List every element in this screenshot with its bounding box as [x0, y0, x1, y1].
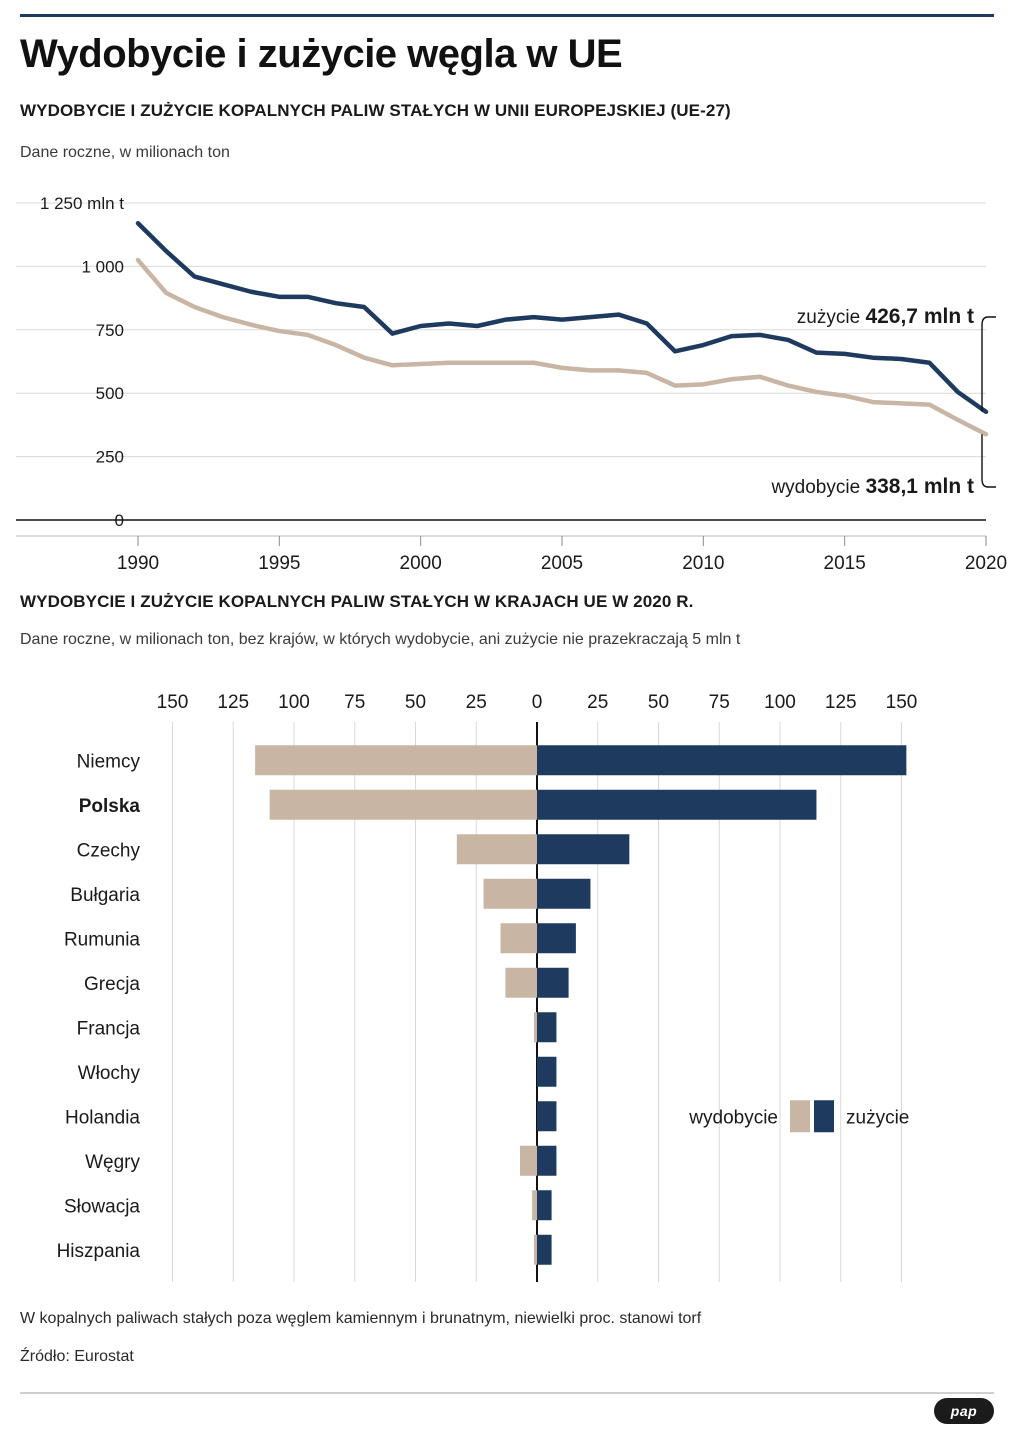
line-chart: [0, 175, 1014, 575]
bar-production: [505, 968, 537, 998]
legend-label-consumption: zużycie: [846, 1107, 910, 1129]
bar-consumption: [537, 1190, 552, 1220]
bar-production: [484, 879, 537, 909]
bar-category-label: Włochy: [77, 1062, 140, 1084]
x-axis-tick-label: 75: [344, 692, 366, 713]
callout-consumption: zużycie 426,7 mln t: [796, 305, 974, 328]
x-axis-tick-label: 75: [708, 692, 730, 713]
x-axis-tick-label: 2015: [823, 553, 866, 574]
bar-consumption: [537, 1146, 556, 1176]
footnote-methodology: W kopalnych paliwach stałych poza węglem kamiennym i brunatnym, niewielki proc. stanowi torf: [20, 1310, 702, 1327]
x-axis-tick-label: 50: [647, 692, 670, 713]
x-axis-tick-label: 25: [587, 692, 609, 713]
line-series-production: [138, 260, 986, 434]
bar-production: [532, 1190, 537, 1220]
bar-consumption: [537, 879, 590, 909]
bar-category-label: Francja: [76, 1018, 140, 1040]
bar-consumption: [537, 834, 629, 864]
bar-production: [457, 834, 537, 864]
legend-swatch-production: [790, 1100, 810, 1132]
section1-note: Dane roczne, w milionach ton: [20, 144, 230, 161]
bar-consumption: [537, 1101, 556, 1131]
bar-production: [255, 745, 537, 775]
bar-chart: [0, 660, 1014, 1290]
bar-category-label: Niemcy: [76, 751, 140, 773]
footnote-source: Źródło: Eurostat: [20, 1348, 134, 1365]
top-divider: [20, 14, 994, 17]
x-axis-tick-label: 1990: [116, 553, 160, 574]
x-axis-tick-label: 2010: [682, 553, 725, 574]
x-axis-tick-label: 2005: [540, 553, 584, 574]
callout-production: wydobycie 338,1 mln t: [771, 475, 974, 498]
legend-label-production: wydobycie: [689, 1107, 778, 1129]
bar-consumption: [537, 1012, 556, 1042]
bar-production: [534, 1012, 537, 1042]
x-axis-tick-label: 100: [278, 692, 310, 713]
bar-category-label: Polska: [78, 795, 140, 817]
bottom-divider: [20, 1392, 994, 1394]
y-axis-tick-label: 750: [95, 320, 124, 340]
bar-category-label: Bułgaria: [70, 884, 140, 906]
y-axis-tick-label: 250: [95, 447, 124, 467]
section2-subtitle: WYDOBYCIE I ZUŻYCIE KOPALNYCH PALIW STAŁYCH W KRAJACH UE W 2020 R.: [20, 592, 694, 611]
x-axis-tick-label: 2020: [964, 553, 1008, 574]
bar-production: [520, 1146, 537, 1176]
bar-production: [501, 923, 537, 953]
y-axis-tick-label: 1 250 mln t: [39, 194, 124, 213]
section1-subtitle: WYDOBYCIE I ZUŻYCIE KOPALNYCH PALIW STAŁYCH W UNII EUROPEJSKIEJ (UE-27): [20, 101, 731, 120]
x-axis-tick-label: 150: [156, 692, 189, 713]
section2-note: Dane roczne, w milionach ton, bez krajów, w których wydobycie, ani zużycie nie prazekraczają 5 mln t: [20, 631, 741, 648]
bar-consumption: [537, 790, 816, 820]
page-title: Wydobycie i zużycie węgla w UE: [20, 32, 623, 76]
bar-consumption: [537, 1235, 552, 1265]
x-axis-tick-label: 2000: [399, 553, 442, 574]
y-axis-tick-label: 1 000: [81, 257, 124, 277]
bar-production: [534, 1235, 537, 1265]
x-axis-tick-label: 50: [404, 692, 427, 713]
bar-category-label: Hiszpania: [56, 1240, 140, 1262]
bar-category-label: Grecja: [84, 973, 140, 995]
bar-consumption: [537, 1057, 556, 1087]
x-axis-tick-label: 150: [885, 692, 918, 713]
x-axis-tick-label: 25: [465, 692, 487, 713]
bar-category-label: Holandia: [65, 1107, 140, 1129]
bar-consumption: [537, 968, 569, 998]
pap-logo: pap: [934, 1398, 994, 1424]
x-axis-tick-label: 100: [764, 692, 796, 713]
bar-consumption: [537, 923, 576, 953]
bar-category-label: Słowacja: [63, 1196, 140, 1218]
x-axis-tick-label: 125: [217, 692, 250, 713]
bar-category-label: Czechy: [76, 840, 140, 862]
bar-category-label: Rumunia: [63, 929, 140, 951]
bar-category-label: Węgry: [85, 1151, 140, 1173]
x-axis-tick-label: 1995: [258, 553, 301, 574]
callout-bracket: [982, 434, 996, 487]
bar-consumption: [537, 745, 906, 775]
callout-bracket: [982, 317, 996, 412]
x-axis-tick-label: 0: [531, 692, 543, 713]
x-axis-tick-label: 125: [824, 692, 857, 713]
legend-swatch-consumption: [814, 1100, 834, 1132]
y-axis-tick-label: 0: [114, 511, 124, 530]
y-axis-tick-label: 500: [95, 384, 124, 404]
bar-production: [270, 790, 537, 820]
